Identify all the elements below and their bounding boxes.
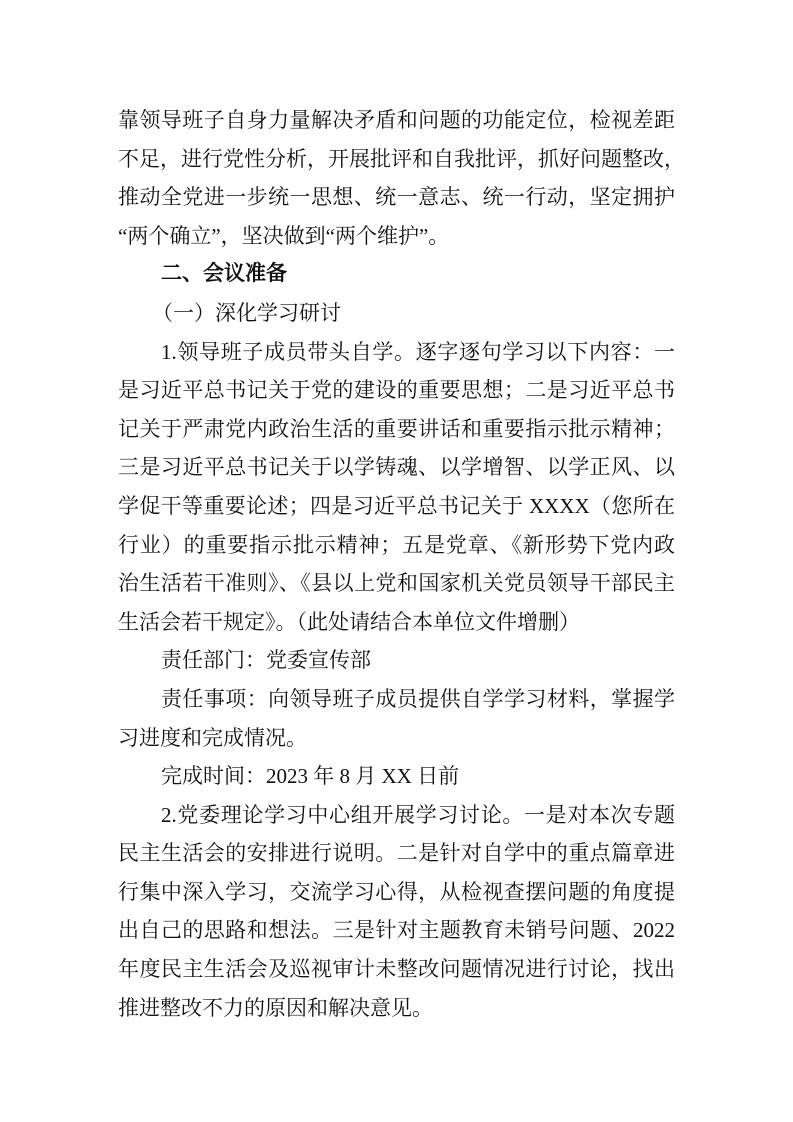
text-line: 民主生活会的安排进行说明。二是针对自学中的重点篇章进 (118, 841, 675, 866)
text-line: 责任事项：向领导班子成员提供自学学习材料，掌握学 (161, 686, 675, 711)
text-line: 二、会议准备 (161, 262, 287, 286)
paragraph (118, 641, 675, 680)
paragraph (118, 680, 675, 757)
text-line: 2.党委理论学习中心组开展学习讨论。一是对本次专题 (161, 802, 675, 827)
text-line: 出自己的思路和想法。三是针对主题教育未销号问题、2022 (118, 918, 675, 943)
paragraph (118, 333, 675, 642)
paragraph (118, 757, 675, 796)
text-line: 完成时间：2023 年 8 月 XX 日前 (161, 764, 460, 789)
text-line: 靠领导班子自身力量解决矛盾和问题的功能定位，检视差距 (118, 108, 675, 132)
text-line: 行业）的重要指示批示精神；五是党章、《新形势下党内政 (118, 532, 675, 557)
text-line: 三是习近平总书记关于以学铸魂、以学增智、以学正风、以 (118, 455, 675, 480)
text-line: 1.领导班子成员带头自学。逐字逐句学习以下内容：一 (161, 339, 675, 364)
text-line: 学促干等重要论述；四是习近平总书记关于 XXXX（您所在 (118, 493, 675, 518)
text-line: 不足，进行党性分析，开展批评和自我批评，抓好问题整改， (118, 146, 685, 171)
text-line: （一）深化学习研讨 (152, 300, 341, 325)
text-line: 行集中深入学习，交流学习心得，从检视查摆问题的角度提 (118, 879, 675, 904)
subsection-heading (118, 294, 675, 333)
text-line: 生活会若干规定》。（此处请结合本单位文件增删） (118, 609, 580, 634)
text-line: 记关于严肃党内政治生活的重要讲话和重要指示批示精神； (118, 416, 675, 441)
paragraph (118, 101, 685, 255)
text-line: “两个确立”，坚决做到“两个维护”。 (118, 223, 450, 248)
text-line: 推动全党进一步统一思想、统一意志、统一行动，坚定拥护 (118, 185, 675, 210)
text-line: 推进整改不力的原因和解决意见。 (118, 995, 433, 1020)
section-heading (118, 255, 675, 294)
text-line: 是习近平总书记关于党的建设的重要思想；二是习近平总书 (118, 378, 675, 403)
paragraph (118, 796, 675, 1028)
document-page (118, 101, 685, 1027)
text-line: 年度民主生活会及巡视审计未整改问题情况进行讨论，找出 (118, 957, 675, 982)
text-line: 治生活若干准则》、《县以上党和国家机关党员领导干部民主 (118, 571, 675, 596)
text-line: 责任部门：党委宣传部 (161, 648, 371, 673)
text-line: 习进度和完成情况。 (118, 725, 307, 750)
